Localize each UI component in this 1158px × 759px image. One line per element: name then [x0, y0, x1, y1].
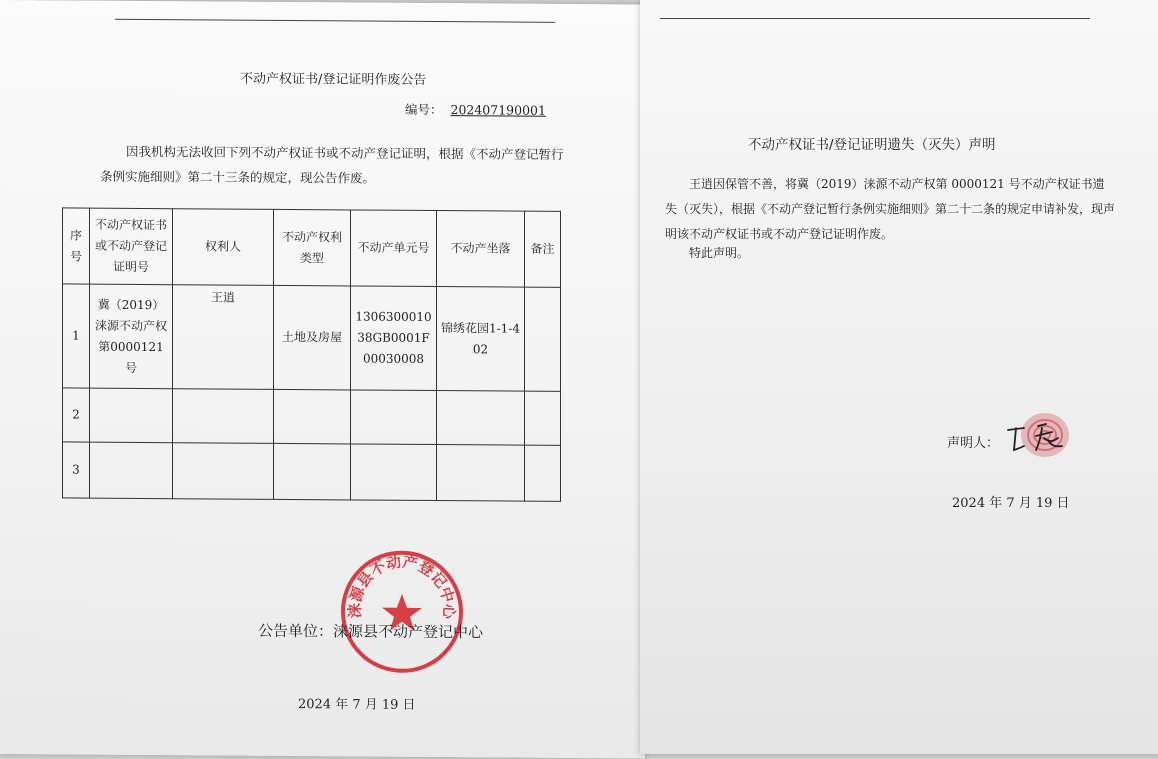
table-cell: [437, 391, 525, 446]
document-number-value: 202407190001: [450, 102, 546, 118]
announcement-title: 不动产权证书/登记证明作废公告: [240, 71, 427, 88]
right-document-page: [640, 0, 1158, 754]
table-cell: 土地及房屋: [274, 285, 351, 390]
top-rule: [660, 18, 1090, 19]
announcement-body: 因我机构无法收回下列不动产权证书或不动产登记证明，根据《不动产登记暂行条例实施细则》第二十三条的规定，现公告作废。: [100, 143, 564, 186]
header-cell-right-type: 不动产权利类型: [274, 209, 351, 286]
header-cell-unit-no: 不动产单元号: [351, 210, 437, 287]
top-rule: [115, 19, 555, 23]
issuer-label: 公告单位：: [258, 621, 334, 641]
handwritten-signature: [1002, 418, 1072, 458]
table-cell: [173, 389, 274, 444]
declaration-title: 不动产权证书/登记证明遗失（灭失）声明: [748, 137, 996, 153]
table-cell: [274, 389, 351, 444]
announcement-date: 2024 年 7 月 19 日: [298, 697, 416, 713]
table-cell: [173, 443, 274, 500]
declaration-date: 2024 年 7 月 19 日: [952, 496, 1070, 511]
official-seal-stamp: [338, 547, 466, 676]
table-row: [63, 388, 561, 445]
table-cell: [90, 388, 173, 443]
table-cell: 1: [63, 284, 90, 388]
table-cell: [525, 287, 561, 391]
header-cell-remarks: 备注: [525, 211, 561, 287]
declaration-closing: 特此声明。: [689, 246, 750, 260]
table-cell: [525, 445, 561, 501]
table-cell: 3: [63, 442, 90, 498]
table-cell: 王逍: [173, 285, 274, 390]
document-number-label: 编号：: [405, 101, 443, 118]
header-cell-certificate-no: 不动产权证书或不动产登记证明号: [90, 208, 173, 285]
issuer-line: [258, 620, 483, 643]
table-cell: [437, 445, 525, 502]
header-cell-location: 不动产坐落: [437, 211, 525, 288]
table-row: [63, 284, 561, 391]
voided-certificate-table: [62, 207, 561, 501]
table-cell: 锦绣花园1-1-402: [437, 287, 525, 392]
table-cell: 2: [63, 388, 90, 442]
declarant-label: 声明人：: [947, 436, 1000, 451]
table-cell: [351, 444, 437, 501]
table-cell: 130630001038GB0001F00030008: [351, 286, 437, 391]
issuer-name: 涞源县不动产登记中心: [333, 622, 484, 642]
table-row: [63, 442, 561, 501]
header-cell-holder: 权利人: [173, 209, 274, 286]
table-cell: [90, 442, 173, 499]
table-cell: [274, 443, 351, 500]
table-cell: [351, 390, 437, 445]
table-cell: [525, 391, 561, 445]
table-header-row: [63, 208, 561, 287]
seal-text: 涞源县不动产登记中心: [345, 552, 459, 620]
header-cell-serial: 序号: [63, 208, 90, 284]
document-number: [405, 100, 546, 119]
declaration-body: 王逍因保管不善，将冀（2019）涞源不动产权第 0000121 号不动产权证书遗失（灭失），根据《不动产登记暂行条例实施细则》第二十二条的规定申请补发，现声明该不动产权证书或不动产登记证明作废。: [665, 177, 1116, 241]
table-cell: 冀（2019）涞源不动产权第0000121号: [90, 284, 173, 389]
